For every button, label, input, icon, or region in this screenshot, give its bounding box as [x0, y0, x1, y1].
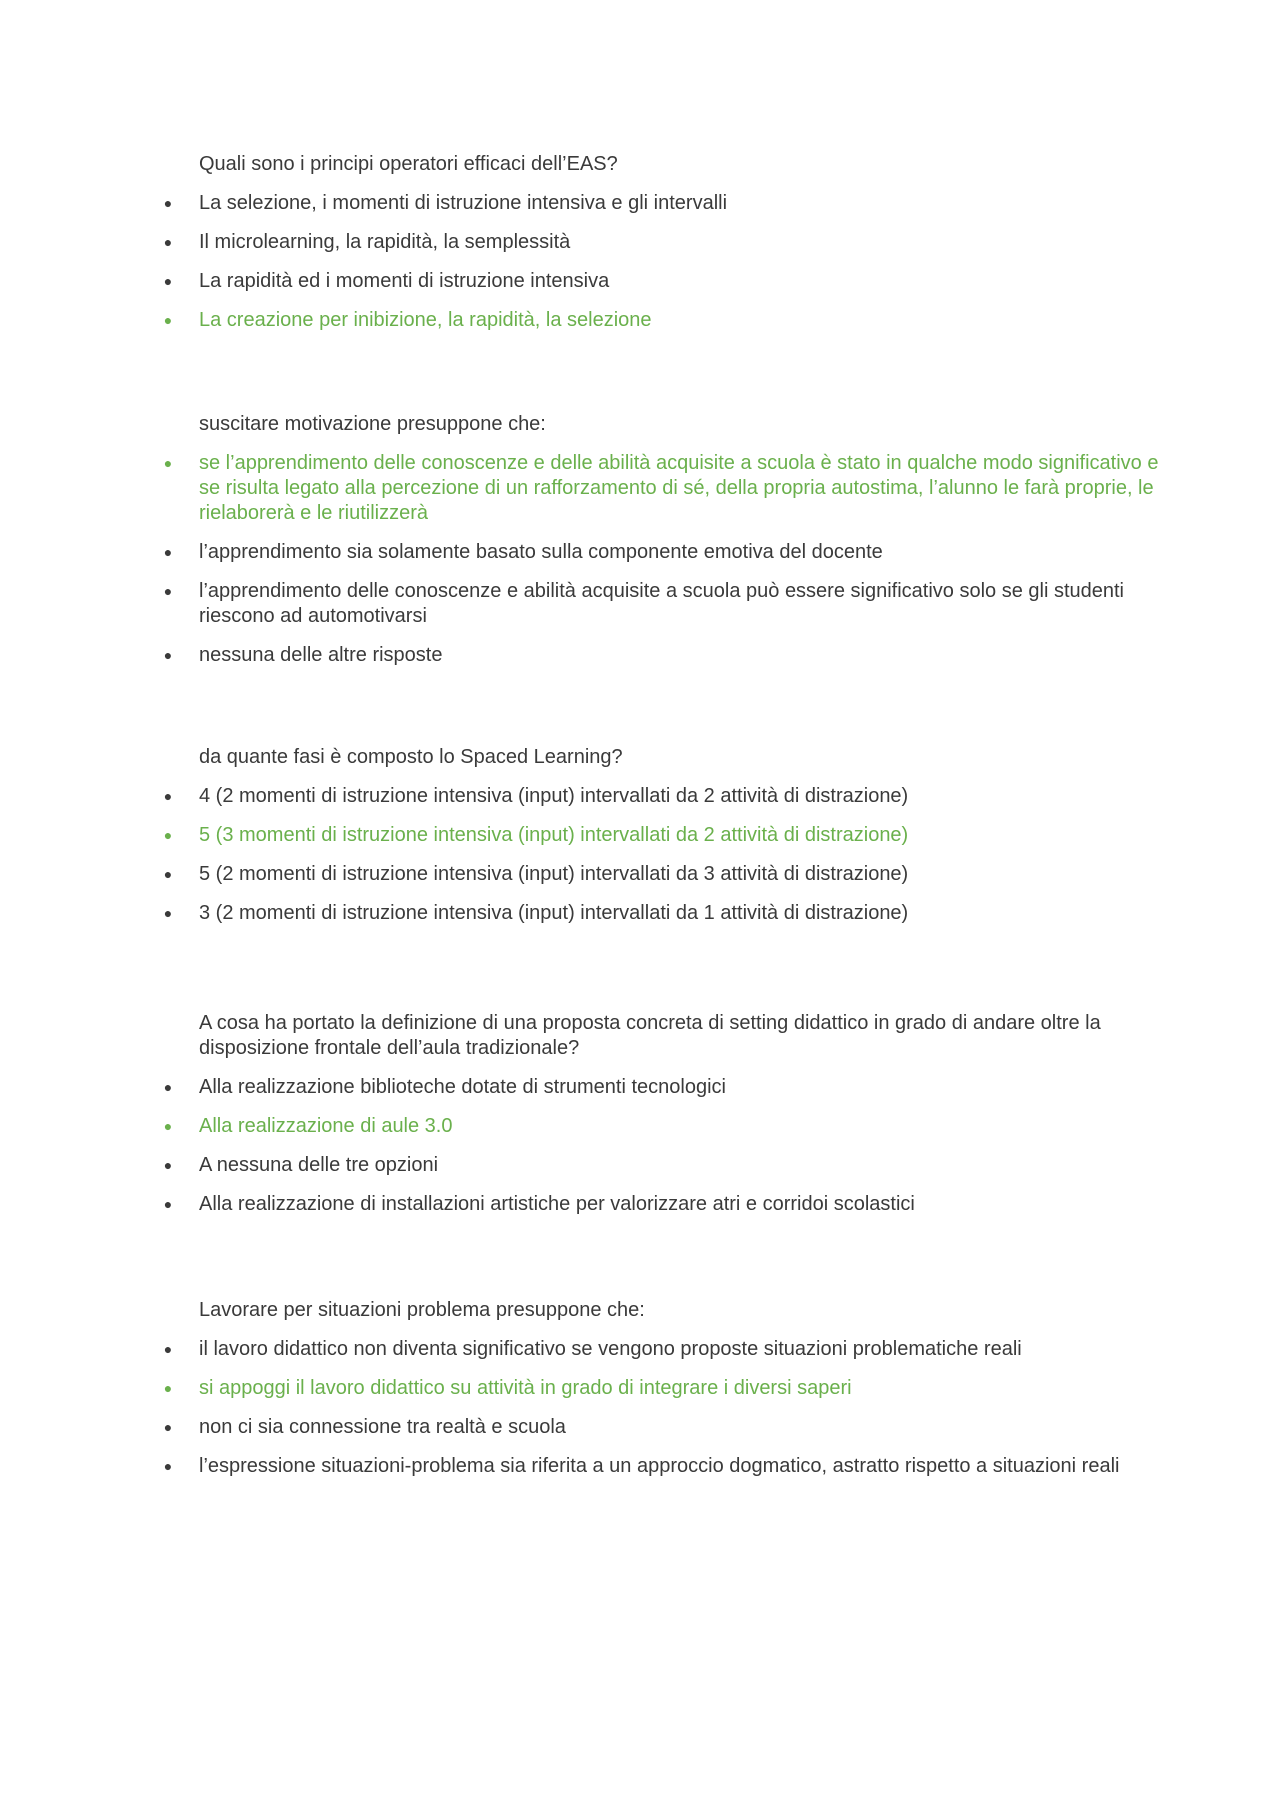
question-text: Quali sono i principi operatori efficaci dell’EAS?: [199, 153, 618, 175]
bullet-icon: ●: [163, 1341, 173, 1357]
answer-option: [161, 1337, 1161, 1362]
bullet-icon: ●: [163, 1157, 173, 1173]
question-text: A cosa ha portato la definizione di una proposta concreta di setting didattico in grado di andare oltre la disposizione frontale dell’aula tradizionale?: [199, 1012, 1101, 1059]
answer-option: [161, 540, 1161, 565]
option-text: La rapidità ed i momenti di istruzione intensiva: [199, 270, 610, 292]
question-text: Lavorare per situazioni problema presuppone che:: [199, 1299, 645, 1321]
option-text: il lavoro didattico non diventa significativo se vengono proposte situazioni problematiche reali: [199, 1338, 1022, 1360]
options-list: [161, 784, 1161, 926]
answer-option: [161, 1192, 1161, 1217]
option-text: La selezione, i momenti di istruzione intensiva e gli intervalli: [199, 192, 728, 214]
question-block: [161, 745, 1161, 926]
option-text: A nessuna delle tre opzioni: [199, 1154, 439, 1176]
option-text: Il microlearning, la rapidità, la semplessità: [199, 231, 571, 253]
answer-option: [161, 230, 1161, 255]
answer-option-correct: [161, 1114, 1161, 1139]
bullet-icon: ●: [163, 1458, 173, 1474]
bullet-icon: ●: [163, 1419, 173, 1435]
option-text: Alla realizzazione di installazioni artistiche per valorizzare atri e corridoi scolastici: [199, 1193, 915, 1215]
option-text: 5 (3 momenti di istruzione intensiva (input) intervallati da 2 attività di distrazione): [199, 824, 909, 846]
question-block: [161, 1011, 1161, 1217]
option-text: 4 (2 momenti di istruzione intensiva (input) intervallati da 2 attività di distrazione): [199, 785, 909, 807]
options-list: [161, 1337, 1161, 1479]
bullet-icon: ●: [163, 1196, 173, 1212]
question-block: [161, 412, 1161, 668]
answer-option-correct: [161, 451, 1161, 526]
answer-option: [161, 784, 1161, 809]
bullet-icon: ●: [163, 1118, 173, 1134]
answer-option: [161, 1075, 1161, 1100]
option-text: La creazione per inibizione, la rapidità, la selezione: [199, 309, 652, 331]
option-text: l’espressione situazioni-problema sia riferita a un approccio dogmatico, astratto rispetto a situazioni reali: [199, 1455, 1120, 1477]
answer-option: [161, 1415, 1161, 1440]
bullet-icon: ●: [163, 1380, 173, 1396]
option-text: 5 (2 momenti di istruzione intensiva (input) intervallati da 3 attività di distrazione): [199, 863, 909, 885]
bullet-icon: ●: [163, 1079, 173, 1095]
option-text: Alla realizzazione biblioteche dotate di strumenti tecnologici: [199, 1076, 726, 1098]
bullet-icon: ●: [163, 647, 173, 663]
answer-option: [161, 901, 1161, 926]
options-list: [161, 451, 1161, 668]
bullet-icon: ●: [163, 583, 173, 599]
answer-option: [161, 191, 1161, 216]
answer-option-correct: [161, 823, 1161, 848]
bullet-icon: ●: [163, 195, 173, 211]
answer-option-correct: [161, 1376, 1161, 1401]
bullet-icon: ●: [163, 273, 173, 289]
option-text: l’apprendimento delle conoscenze e abilità acquisite a scuola può essere significativo solo se gli studenti riescono ad automotivarsi: [199, 580, 1124, 627]
answer-option: [161, 643, 1161, 668]
bullet-icon: ●: [163, 234, 173, 250]
question-block: [161, 152, 1161, 333]
bullet-icon: ●: [163, 312, 173, 328]
option-text: l’apprendimento sia solamente basato sulla componente emotiva del docente: [199, 541, 883, 563]
answer-option-correct: [161, 308, 1161, 333]
option-text: Alla realizzazione di aule 3.0: [199, 1115, 453, 1137]
options-list: [161, 191, 1161, 333]
answer-option: [161, 1454, 1161, 1479]
option-text: si appoggi il lavoro didattico su attività in grado di integrare i diversi saperi: [199, 1377, 852, 1399]
bullet-icon: ●: [163, 905, 173, 921]
question-text: da quante fasi è composto lo Spaced Learning?: [199, 746, 623, 768]
option-text: non ci sia connessione tra realtà e scuola: [199, 1416, 566, 1438]
question-block: [161, 1298, 1161, 1479]
options-list: [161, 1075, 1161, 1217]
bullet-icon: ●: [163, 827, 173, 843]
answer-option: [161, 1153, 1161, 1178]
answer-option: [161, 269, 1161, 294]
answer-option: [161, 579, 1161, 629]
bullet-icon: ●: [163, 788, 173, 804]
answer-option: [161, 862, 1161, 887]
question-text: suscitare motivazione presuppone che:: [199, 413, 546, 435]
option-text: 3 (2 momenti di istruzione intensiva (input) intervallati da 1 attività di distrazione): [199, 902, 909, 924]
bullet-icon: ●: [163, 455, 173, 471]
option-text: se l’apprendimento delle conoscenze e delle abilità acquisite a scuola è stato in qualche modo significativo e se risulta legato alla percezione di un rafforzamento di sé, della propria autostima, l’alunno le farà proprie, le rielaborerà e le riutilizzerà: [199, 452, 1159, 524]
bullet-icon: ●: [163, 544, 173, 560]
option-text: nessuna delle altre risposte: [199, 644, 443, 666]
bullet-icon: ●: [163, 866, 173, 882]
